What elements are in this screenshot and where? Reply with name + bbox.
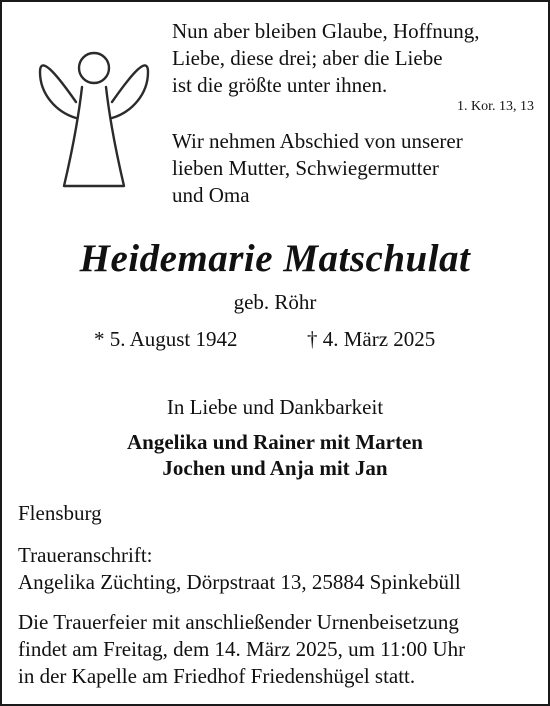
maiden-name: geb. Röhr — [233, 290, 317, 314]
death-date: † 4. März 2025 — [307, 327, 436, 351]
bible-verse — [172, 18, 542, 99]
dedication-text: In Liebe und Dankbarkeit — [166, 395, 384, 419]
mourner-line: Jochen und Anja mit Jan — [162, 456, 388, 480]
mourning-address — [18, 542, 461, 596]
verse-reference: 1. Kor. 13, 13 — [457, 99, 534, 114]
angel-icon — [38, 32, 150, 190]
ceremony-line: Die Trauerfeier mit anschließender Urnenbeisetzung — [18, 610, 459, 634]
farewell-line: lieben Mutter, Schwiegermutter — [172, 156, 439, 180]
deceased-name: Heidemarie Matschulat — [79, 237, 471, 280]
address-label: Traueranschrift: — [18, 543, 153, 567]
birth-date: * 5. August 1942 — [94, 327, 238, 351]
verse-line: ist die größte unter ihnen. — [172, 73, 388, 97]
address-value: Angelika Züchting, Dörpstraat 13, 25884 Spinkebüll — [18, 570, 461, 594]
farewell-line: Wir nehmen Abschied von unserer — [172, 129, 463, 153]
place-name: Flensburg — [18, 501, 102, 525]
mourners-list — [2, 429, 548, 481]
mourner-line: Angelika und Rainer mit Marten — [127, 430, 423, 454]
ceremony-info — [18, 609, 548, 690]
farewell-line: und Oma — [172, 183, 250, 207]
verse-line: Nun aber bleiben Glaube, Hoffnung, — [172, 19, 480, 43]
ceremony-line: in der Kapelle am Friedhof Friedenshügel statt. — [18, 664, 416, 688]
verse-line: Liebe, diese drei; aber die Liebe — [172, 46, 443, 70]
ceremony-line: findet am Freitag, dem 14. März 2025, um 11:00 Uhr — [18, 637, 466, 661]
farewell-text — [172, 128, 542, 209]
